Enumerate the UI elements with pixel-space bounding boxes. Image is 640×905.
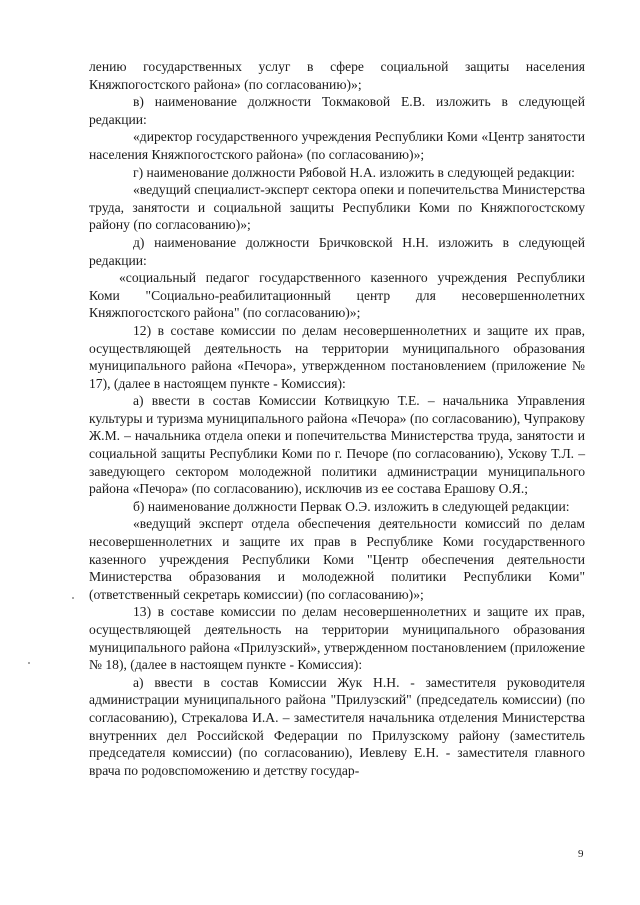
scan-speck — [72, 597, 74, 599]
paragraph-1: лению государственных услуг в сфере социальной защиты населения Княжпогостского района» (по согласованию)»; — [89, 59, 585, 92]
paragraph-10: б) наименование должности Первак О.Э. изложить в следующей редакции: — [133, 498, 570, 514]
document-body — [89, 58, 585, 779]
paragraph-6: д) наименование должности Бричковской Н.Н. изложить в следующей редакции: — [89, 234, 585, 268]
paragraph-2: в) наименование должности Токмаковой Е.В. изложить в следующей редакции: — [89, 94, 585, 127]
paragraph-8: 12) в составе комиссии по делам несовершеннолетних и защите их прав, осуществляющей деятельность на территории муниципального образования муниципального района «Печора», утвержденном постановлением (приложение № 17), (далее в настоящем пункте - Комиссия): — [89, 322, 585, 391]
paragraph-7: «социальный педагог государственного казенного учреждения Республики Коми "Социально-реабилитационный центр для несовершеннолетних Княжпогостского района" (по согласованию)»; — [89, 270, 585, 321]
paragraph-5: «ведущий специалист-эксперт сектора опеки и попечительства Министерства труда, занятости и социальной защиты Республики Коми по Княжпогостскому району (по согласованию)»; — [89, 182, 585, 233]
paragraph-3: «директор государственного учреждения Республики Коми «Центр занятости населения Княжпогостского района» (по согласованию)»; — [89, 129, 585, 162]
paragraph-12: 13) в составе комиссии по делам несовершеннолетних и защите их прав, осуществляющей деятельность на территории муниципального образования муниципального района «Прилузский», утвержденном постановлением (приложение № 18), (далее в настоящем пункте - Комиссия): — [89, 604, 585, 673]
paragraph-11: «ведущий эксперт отдела обеспечения деятельности комиссий по делам несовершеннолетних и защите их прав в Республике Коми государственного казенного учреждения Республики Коми "Центр обеспечения деятельности Министерства образования и молодежной политики Республики Коми" (ответственный секретарь комиссии) (по согласованию)»; — [89, 516, 585, 602]
scan-speck — [28, 662, 30, 664]
paragraph-13: а) ввести в состав Комиссии Жук Н.Н. - заместителя руководителя администрации муниципального района "Прилузский" (председатель комиссии) (по согласованию), Стрекалова И.А. – заместителя начальника отделения Министерства внутренних дел Российской Федерации по Прилузскому району (заместитель председателя комиссии) (по согласованию), Иевлеву Е.Н. - заместителя главного врача по родовспоможению и детству государ- — [89, 674, 585, 778]
paragraph-4: г) наименование должности Рябовой Н.А. изложить в следующей редакции: — [133, 164, 575, 180]
page-number: 9 — [578, 848, 584, 860]
paragraph-9: а) ввести в состав Комиссии Котвицкую Т.Е. – начальника Управления культуры и туризма муниципального района «Печора» (по согласованию), Чупракову Ж.М. – начальника отдела опеки и попечительства Министерства труда, занятости и социальной защиты Республики Коми по г. Печоре (по согласованию), Ускову Т.Л. – заведующего сектором молодежной политики администрации муниципального района «Печора» (по согласованию), исключив из ее состава Ерашову О.Я.; — [89, 393, 585, 497]
